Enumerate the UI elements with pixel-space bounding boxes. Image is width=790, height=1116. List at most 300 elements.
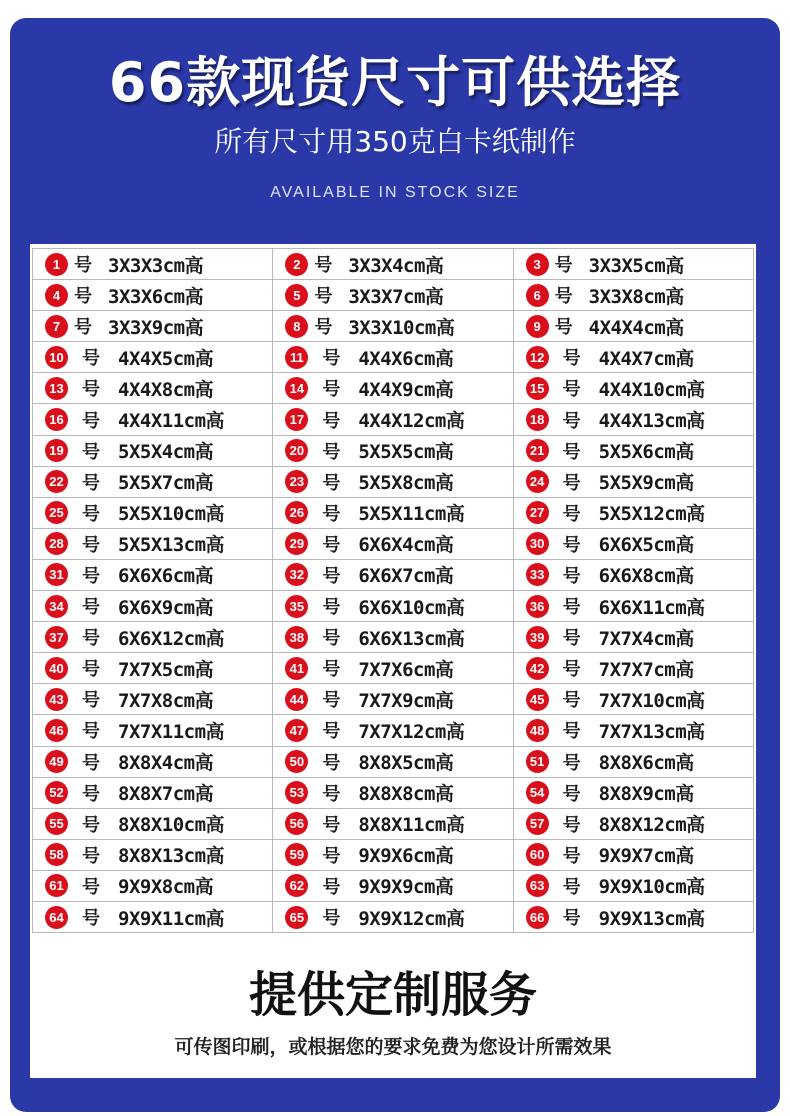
size-table: [32, 248, 754, 933]
size-cell: [273, 715, 513, 746]
size-cell: [513, 249, 753, 280]
size-value: 3X3X8cm高: [588, 285, 684, 308]
size-value: 5X5X11cm高: [358, 503, 465, 526]
size-cell: [33, 404, 273, 435]
size-number-badge: 10: [45, 346, 68, 369]
size-value: 5X5X10cm高: [118, 503, 225, 526]
size-cell: [513, 653, 753, 684]
size-cell: [33, 684, 273, 715]
size-value: 6X6X13cm高: [358, 627, 465, 650]
size-cell: [273, 311, 513, 342]
size-entry: [33, 311, 272, 341]
size-entry: [514, 871, 753, 901]
number-suffix: 号: [562, 348, 581, 370]
number-suffix: 号: [82, 690, 100, 712]
size-entry: [33, 373, 272, 403]
size-entry: [273, 591, 512, 621]
size-number-badge: 47: [285, 719, 308, 742]
size-number-badge: 39: [526, 626, 549, 649]
number-suffix: 号: [322, 876, 341, 898]
table-row: [33, 280, 754, 311]
number-suffix: 号: [82, 628, 100, 650]
size-value: 4X4X13cm高: [598, 410, 705, 433]
size-entry: [514, 653, 753, 683]
size-cell: [33, 715, 273, 746]
size-cell: [33, 435, 273, 466]
size-entry: [514, 622, 753, 652]
size-cell: [273, 280, 513, 311]
table-row: [33, 777, 754, 808]
size-number-badge: 57: [526, 812, 549, 835]
number-suffix: 号: [322, 814, 341, 836]
number-suffix: 号: [562, 503, 581, 525]
service-title: 提供定制服务: [248, 967, 537, 1023]
size-value: 8X8X10cm高: [118, 814, 225, 837]
size-value: 9X9X9cm高: [358, 876, 454, 899]
number-suffix: 号: [82, 503, 100, 525]
table-row: [33, 684, 754, 715]
size-number-badge: 37: [45, 626, 68, 649]
size-value: 4X4X7cm高: [598, 347, 694, 370]
size-value: 6X6X4cm高: [358, 534, 454, 557]
size-entry: [514, 249, 753, 279]
number-suffix: 号: [554, 286, 573, 308]
table-row: [33, 591, 754, 622]
size-cell: [513, 559, 753, 590]
size-cell: [513, 373, 753, 404]
number-suffix: 号: [562, 534, 581, 556]
size-entry: [33, 467, 272, 497]
size-cell: [273, 435, 513, 466]
table-row: [33, 746, 754, 777]
size-value: 3X3X6cm高: [108, 285, 204, 308]
size-number-badge: 15: [526, 377, 549, 400]
number-suffix: 号: [562, 441, 581, 463]
number-suffix: 号: [322, 721, 341, 743]
size-entry: [273, 436, 512, 466]
size-cell: [33, 622, 273, 653]
size-value: 7X7X13cm高: [598, 720, 705, 743]
size-entry: [33, 529, 272, 559]
size-number-badge: 34: [45, 595, 68, 618]
size-value: 4X4X12cm高: [358, 410, 465, 433]
size-entry: [273, 467, 512, 497]
number-suffix: 号: [322, 534, 341, 556]
size-number-badge: 30: [526, 532, 549, 555]
size-value: 7X7X11cm高: [118, 720, 225, 743]
size-value: 9X9X12cm高: [358, 907, 465, 930]
size-value: 8X8X7cm高: [118, 783, 214, 806]
size-number-badge: 42: [526, 657, 549, 680]
size-cell: [33, 653, 273, 684]
size-entry: [514, 311, 753, 341]
size-value: 5X5X13cm高: [118, 534, 225, 557]
number-suffix: 号: [74, 317, 92, 339]
size-number-badge: 38: [285, 626, 308, 649]
size-number-badge: 29: [285, 532, 308, 555]
number-suffix: 号: [74, 255, 92, 277]
size-entry: [33, 715, 272, 745]
number-suffix: 号: [314, 255, 333, 277]
size-entry: [514, 280, 753, 310]
size-entry: [514, 591, 753, 621]
size-entry: [33, 871, 272, 901]
number-suffix: 号: [82, 534, 100, 556]
size-cell: [273, 622, 513, 653]
size-entry: [33, 653, 272, 683]
number-suffix: 号: [562, 597, 581, 619]
size-cell: [513, 591, 753, 622]
size-number-badge: 33: [526, 563, 549, 586]
size-number-badge: 55: [45, 812, 68, 835]
size-cell: [273, 591, 513, 622]
size-number-badge: 27: [526, 501, 549, 524]
english-caption: AVAILABLE IN STOCK SIZE: [270, 184, 520, 201]
size-number-badge: 18: [526, 408, 549, 431]
size-entry: [273, 778, 512, 808]
size-number-badge: 12: [526, 346, 549, 369]
size-value: 8X8X9cm高: [598, 783, 694, 806]
size-number-badge: 5: [285, 284, 308, 307]
size-number-badge: 56: [285, 812, 308, 835]
size-cell: [513, 808, 753, 839]
size-number-badge: 43: [45, 688, 68, 711]
size-entry: [273, 560, 512, 590]
size-entry: [33, 778, 272, 808]
size-cell: [273, 466, 513, 497]
number-suffix: 号: [322, 472, 341, 494]
size-number-badge: 51: [526, 750, 549, 773]
size-number-badge: 23: [285, 470, 308, 493]
size-cell: [33, 808, 273, 839]
size-entry: [514, 498, 753, 528]
page-title: 66款现货尺寸可供选择: [108, 51, 682, 114]
table-row: [33, 497, 754, 528]
size-number-badge: 52: [45, 781, 68, 804]
size-number-badge: 6: [526, 284, 549, 307]
content-panel: [30, 244, 756, 1078]
size-value: 3X3X3cm高: [108, 254, 204, 277]
size-cell: [273, 746, 513, 777]
table-row: [33, 808, 754, 839]
table-row: [33, 839, 754, 870]
size-cell: [513, 404, 753, 435]
size-entry: [514, 529, 753, 559]
size-number-badge: 44: [285, 688, 308, 711]
number-suffix: 号: [82, 597, 100, 619]
size-entry: [514, 373, 753, 403]
size-number-badge: 41: [285, 657, 308, 680]
size-cell: [513, 435, 753, 466]
size-entry: [273, 747, 512, 777]
size-number-badge: 26: [285, 501, 308, 524]
size-cell: [33, 466, 273, 497]
size-entry: [273, 840, 512, 870]
size-entry: [273, 404, 512, 434]
size-cell: [33, 839, 273, 870]
size-entry: [514, 404, 753, 434]
size-number-badge: 36: [526, 595, 549, 618]
number-suffix: 号: [82, 876, 100, 898]
page-subtitle: 所有尺寸用350克白卡纸制作: [214, 125, 576, 158]
size-entry: [273, 715, 512, 745]
size-value: 9X9X10cm高: [598, 876, 705, 899]
size-entry: [273, 529, 512, 559]
size-cell: [33, 777, 273, 808]
size-entry: [514, 840, 753, 870]
size-value: 3X3X4cm高: [348, 254, 444, 277]
size-number-badge: 25: [45, 501, 68, 524]
size-entry: [273, 622, 512, 652]
size-entry: [273, 280, 512, 310]
number-suffix: 号: [562, 721, 581, 743]
size-value: 5X5X4cm高: [118, 441, 214, 464]
size-cell: [513, 311, 753, 342]
size-number-badge: 7: [45, 315, 68, 338]
number-suffix: 号: [82, 348, 100, 370]
table-row: [33, 311, 754, 342]
number-suffix: 号: [82, 379, 100, 401]
size-number-badge: 65: [285, 906, 308, 929]
size-number-badge: 66: [526, 906, 549, 929]
number-suffix: 号: [562, 690, 581, 712]
size-entry: [33, 840, 272, 870]
size-cell: [33, 249, 273, 280]
size-cell: [33, 342, 273, 373]
size-entry: [514, 747, 753, 777]
number-suffix: 号: [82, 565, 100, 587]
size-value: 4X4X4cm高: [588, 316, 684, 339]
size-number-badge: 9: [526, 315, 549, 338]
size-entry: [514, 467, 753, 497]
size-value: 8X8X5cm高: [358, 752, 454, 775]
size-value: 7X7X9cm高: [358, 689, 454, 712]
table-row: [33, 373, 754, 404]
size-number-badge: 58: [45, 843, 68, 866]
size-value: 7X7X7cm高: [598, 658, 694, 681]
size-cell: [513, 777, 753, 808]
number-suffix: 号: [562, 410, 581, 432]
size-cell: [513, 684, 753, 715]
size-number-badge: 13: [45, 377, 68, 400]
number-suffix: 号: [322, 659, 341, 681]
size-entry: [273, 809, 512, 839]
size-value: 6X6X9cm高: [118, 596, 214, 619]
number-suffix: 号: [322, 783, 341, 805]
size-number-badge: 1: [45, 253, 68, 276]
number-suffix: 号: [322, 410, 341, 432]
size-value: 8X8X12cm高: [598, 814, 705, 837]
size-cell: [513, 870, 753, 901]
size-cell: [513, 901, 753, 932]
size-cell: [273, 404, 513, 435]
size-value: 6X6X12cm高: [118, 627, 225, 650]
number-suffix: 号: [554, 255, 573, 277]
size-cell: [273, 373, 513, 404]
number-suffix: 号: [322, 628, 341, 650]
number-suffix: 号: [322, 690, 341, 712]
size-entry: [33, 809, 272, 839]
size-cell: [513, 342, 753, 373]
number-suffix: 号: [562, 783, 581, 805]
number-suffix: 号: [322, 441, 341, 463]
size-number-badge: 21: [526, 439, 549, 462]
number-suffix: 号: [562, 814, 581, 836]
number-suffix: 号: [82, 721, 100, 743]
size-value: 6X6X10cm高: [358, 596, 465, 619]
number-suffix: 号: [322, 597, 341, 619]
number-suffix: 号: [74, 286, 92, 308]
size-value: 3X3X7cm高: [348, 285, 444, 308]
number-suffix: 号: [562, 379, 581, 401]
size-entry: [514, 902, 753, 932]
number-suffix: 号: [562, 472, 581, 494]
size-number-badge: 48: [526, 719, 549, 742]
size-number-badge: 2: [285, 253, 308, 276]
table-row: [33, 466, 754, 497]
number-suffix: 号: [562, 876, 581, 898]
size-cell: [513, 715, 753, 746]
size-entry: [33, 280, 272, 310]
size-value: 8X8X11cm高: [358, 814, 465, 837]
number-suffix: 号: [82, 814, 100, 836]
size-cell: [273, 497, 513, 528]
table-row: [33, 528, 754, 559]
number-suffix: 号: [82, 659, 100, 681]
size-cell: [513, 466, 753, 497]
table-row: [33, 342, 754, 373]
size-number-badge: 53: [285, 781, 308, 804]
size-value: 6X6X6cm高: [118, 565, 214, 588]
size-entry: [273, 684, 512, 714]
size-entry: [33, 902, 272, 932]
size-entry: [514, 684, 753, 714]
size-cell: [33, 559, 273, 590]
size-value: 4X4X6cm高: [358, 347, 454, 370]
size-value: 9X9X8cm高: [118, 876, 214, 899]
size-value: 6X6X8cm高: [598, 565, 694, 588]
size-cell: [273, 342, 513, 373]
size-value: 7X7X12cm高: [358, 720, 465, 743]
size-value: 5X5X9cm高: [598, 472, 694, 495]
number-suffix: 号: [562, 565, 581, 587]
size-value: 7X7X10cm高: [598, 689, 705, 712]
size-value: 6X6X11cm高: [598, 596, 705, 619]
size-entry: [514, 715, 753, 745]
size-number-badge: 40: [45, 657, 68, 680]
size-cell: [33, 746, 273, 777]
number-suffix: 号: [562, 659, 581, 681]
number-suffix: 号: [562, 845, 581, 867]
size-entry: [33, 342, 272, 372]
size-cell: [273, 808, 513, 839]
number-suffix: 号: [322, 503, 341, 525]
size-value: 5X5X8cm高: [358, 472, 454, 495]
size-number-badge: 4: [45, 284, 68, 307]
number-suffix: 号: [82, 783, 100, 805]
size-cell: [273, 559, 513, 590]
size-number-badge: 62: [285, 874, 308, 897]
size-value: 7X7X4cm高: [598, 627, 694, 650]
size-entry: [514, 436, 753, 466]
size-number-badge: 60: [526, 843, 549, 866]
size-cell: [33, 528, 273, 559]
number-suffix: 号: [322, 845, 341, 867]
size-cell: [513, 497, 753, 528]
size-value: 5X5X7cm高: [118, 472, 214, 495]
size-number-badge: 14: [285, 377, 308, 400]
size-number-badge: 17: [285, 408, 308, 431]
size-entry: [273, 249, 512, 279]
size-number-badge: 45: [526, 688, 549, 711]
size-number-badge: 22: [45, 470, 68, 493]
size-number-badge: 24: [526, 470, 549, 493]
size-cell: [33, 373, 273, 404]
size-number-badge: 16: [45, 408, 68, 431]
number-suffix: 号: [562, 908, 581, 930]
number-suffix: 号: [314, 317, 333, 339]
size-entry: [273, 871, 512, 901]
table-row: [33, 622, 754, 653]
size-cell: [273, 839, 513, 870]
size-entry: [33, 498, 272, 528]
size-cell: [513, 622, 753, 653]
size-value: 5X5X6cm高: [598, 441, 694, 464]
size-entry: [33, 436, 272, 466]
size-cell: [273, 684, 513, 715]
size-value: 4X4X5cm高: [118, 347, 214, 370]
size-entry: [33, 622, 272, 652]
size-number-badge: 8: [285, 315, 308, 338]
size-value: 4X4X9cm高: [358, 378, 454, 401]
number-suffix: 号: [82, 752, 100, 774]
size-entry: [33, 747, 272, 777]
number-suffix: 号: [82, 441, 100, 463]
number-suffix: 号: [322, 908, 341, 930]
table-row: [33, 715, 754, 746]
number-suffix: 号: [554, 317, 573, 339]
number-suffix: 号: [322, 348, 341, 370]
size-number-badge: 64: [45, 906, 68, 929]
size-cell: [273, 249, 513, 280]
size-value: 7X7X8cm高: [118, 689, 214, 712]
size-entry: [273, 311, 512, 341]
number-suffix: 号: [314, 286, 333, 308]
size-cell: [33, 591, 273, 622]
size-value: 4X4X10cm高: [598, 378, 705, 401]
size-entry: [33, 591, 272, 621]
size-entry: [273, 902, 512, 932]
size-entry: [273, 342, 512, 372]
size-cell: [513, 280, 753, 311]
number-suffix: 号: [82, 472, 100, 494]
size-entry: [514, 342, 753, 372]
size-entry: [33, 404, 272, 434]
size-cell: [33, 901, 273, 932]
size-value: 8X8X4cm高: [118, 752, 214, 775]
size-value: 3X3X10cm高: [348, 316, 455, 339]
size-value: 9X9X7cm高: [598, 845, 694, 868]
size-cell: [273, 777, 513, 808]
size-entry: [514, 778, 753, 808]
number-suffix: 号: [322, 565, 341, 587]
size-value: 8X8X8cm高: [358, 783, 454, 806]
size-cell: [273, 870, 513, 901]
size-value: 8X8X13cm高: [118, 845, 225, 868]
size-number-badge: 61: [45, 874, 68, 897]
size-value: 6X6X7cm高: [358, 565, 454, 588]
size-number-badge: 20: [285, 439, 308, 462]
